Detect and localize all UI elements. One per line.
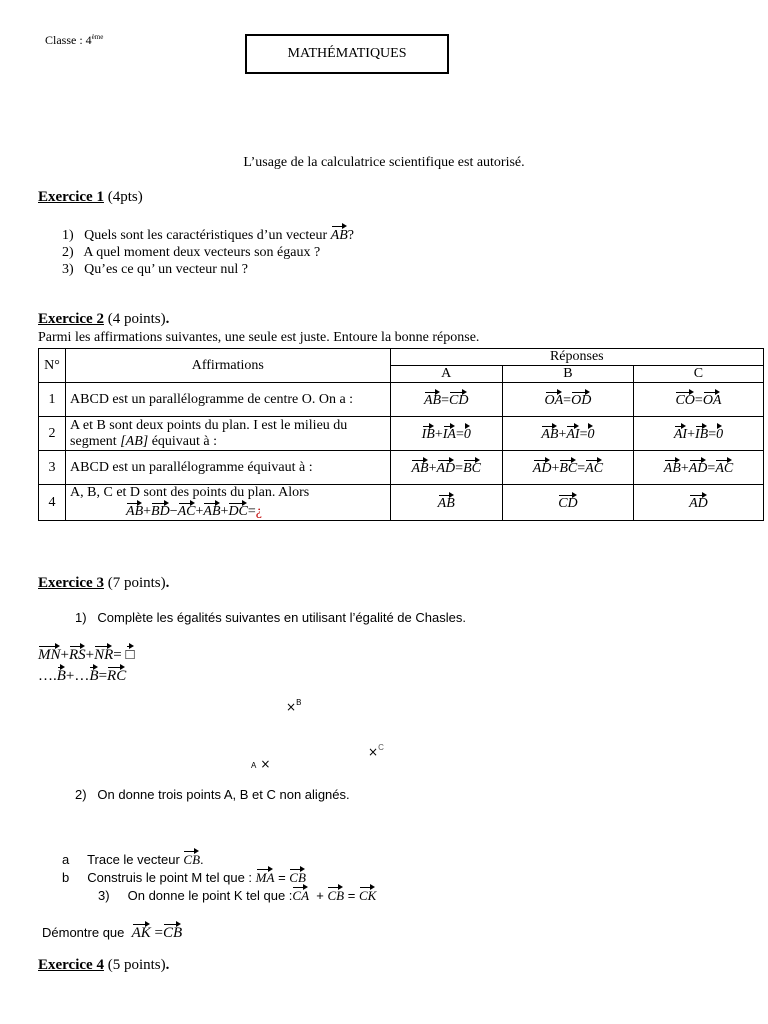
- ex1-q3: 3) Qu’es ce qu’ un vecteur nul ?: [62, 262, 248, 277]
- answer-2c[interactable]: AI+IB=0: [633, 417, 763, 451]
- answer-3a[interactable]: AB+AD=BC: [390, 451, 502, 485]
- col-a-header: A: [390, 366, 502, 383]
- subject-box: MATHÉMATIQUES: [245, 34, 449, 74]
- col-affirmations-header: Affirmations: [66, 349, 391, 383]
- answer-1a[interactable]: AB=CD: [390, 383, 502, 417]
- chasles-line-2: ….B+…B=RC: [38, 665, 126, 685]
- class-label: Classe : 4ème: [45, 33, 104, 47]
- ex1-questions: [62, 224, 354, 278]
- calculator-note: L’usage de la calculatrice scientifique est autorisé.: [243, 155, 525, 170]
- ex3-qb: b Construis le point M tel que : MA = CB: [62, 867, 306, 886]
- ex2-heading: Exercice 2 (4 points).: [38, 311, 170, 327]
- col-reponses-header: Réponses: [390, 349, 763, 366]
- ex3-q2: 2) On donne trois points A, B et C non alignés.: [75, 787, 350, 802]
- answer-4a[interactable]: AB: [390, 485, 502, 521]
- ex1-heading: Exercice 1 (4pts): [38, 189, 143, 205]
- answer-3b[interactable]: AD+BC=AC: [502, 451, 633, 485]
- ex2-instruction: Parmi les affirmations suivantes, une seule est juste. Entoure la bonne réponse.: [38, 330, 480, 345]
- col-c-header: C: [633, 366, 763, 383]
- col-no-header: N°: [39, 349, 66, 383]
- point-a: A ×: [251, 757, 271, 771]
- table-row: 1 ABCD est un parallélogramme de centre O. On a : AB=CD OA=OD CO=OA: [39, 383, 764, 417]
- table-row: 3 ABCD est un parallélogramme équivaut à : AB+AD=BC AD+BC=AC AB+AD=AC: [39, 451, 764, 485]
- chasles-line-1: MN+RS+NR= □: [38, 644, 135, 664]
- answer-3c[interactable]: AB+AD=AC: [633, 451, 763, 485]
- ex3-q3: 3) On donne le point K tel que :CA + CB = CK: [98, 885, 376, 904]
- qcm-table: [38, 348, 764, 521]
- answer-2b[interactable]: AB+AI=0: [502, 417, 633, 451]
- table-row: 4 A, B, C et D sont des points du plan. Alors AB+BD−AC+AB+DC=¿ AB CD AD: [39, 485, 764, 521]
- answer-4b[interactable]: CD: [502, 485, 633, 521]
- ex3-heading: Exercice 3 (7 points).: [38, 575, 170, 591]
- answer-4c[interactable]: AD: [633, 485, 763, 521]
- ex3-q1: 1) Complète les égalités suivantes en utilisant l’égalité de Chasles.: [75, 610, 466, 625]
- table-row: 2 A et B sont deux points du plan. I est le milieu du segment [AB] équivaut à : IB+IA=0 AB+AI=0 AI+IB=0: [39, 417, 764, 451]
- col-b-header: B: [502, 366, 633, 383]
- point-c: ×$^C$: [368, 743, 384, 759]
- ex1-q1: 1) Quels sont les caractéristiques d’un vecteur AB?: [62, 224, 354, 244]
- ex1-q2: 2) A quel moment deux vecteurs son égaux ?: [62, 245, 321, 260]
- answer-1c[interactable]: CO=OA: [633, 383, 763, 417]
- ex3-qa: a Trace le vecteur CB.: [62, 849, 204, 868]
- point-b: ×$^B$: [286, 698, 302, 714]
- answer-2a[interactable]: IB+IA=0: [390, 417, 502, 451]
- ex3-demontre: Démontre que AK =CB: [42, 922, 182, 942]
- ex4-heading: Exercice 4 (5 points).: [38, 957, 170, 973]
- answer-1b[interactable]: OA=OD: [502, 383, 633, 417]
